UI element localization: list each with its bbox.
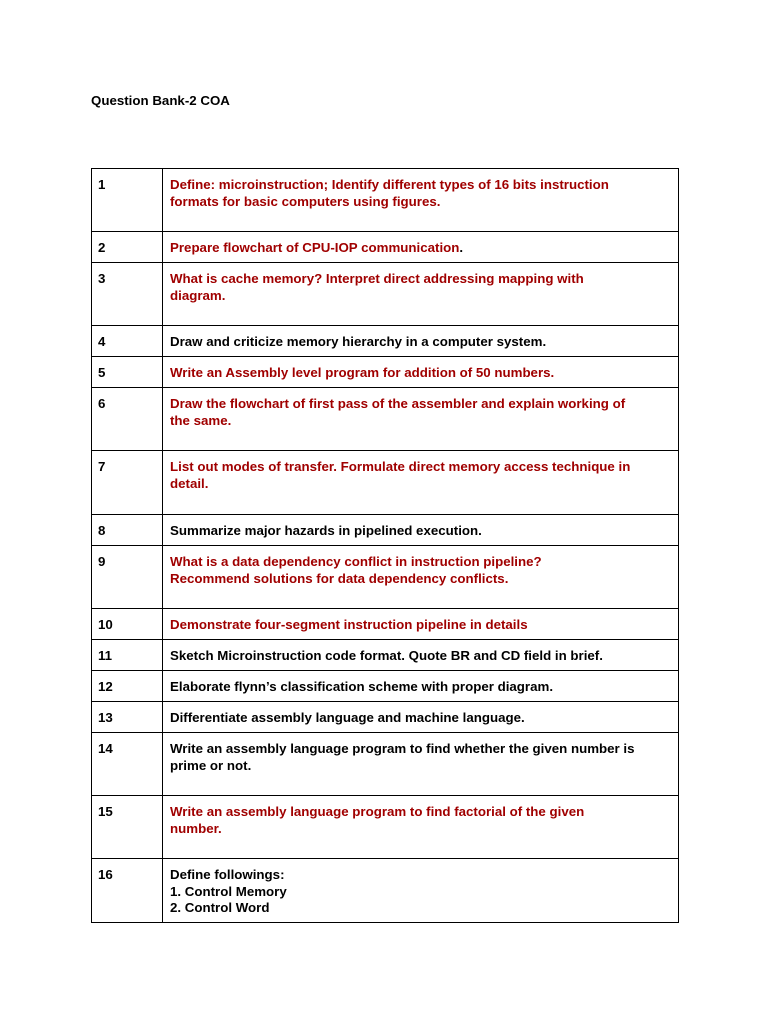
document-title: Question Bank-2 COA (91, 93, 230, 108)
question-number: 6 (92, 388, 163, 451)
question-text: Write an Assembly level program for addition of 50 numbers. (163, 357, 679, 388)
question-table (91, 168, 679, 923)
question-number: 4 (92, 326, 163, 357)
question-number: 12 (92, 671, 163, 702)
question-text: Demonstrate four-segment instruction pipeline in details (163, 609, 679, 640)
table-row (92, 859, 679, 923)
question-text-main: Prepare flowchart of CPU-IOP communication (170, 240, 460, 255)
question-number: 2 (92, 232, 163, 263)
question-number: 3 (92, 263, 163, 326)
question-number: 9 (92, 546, 163, 609)
question-text: Draw the flowchart of first pass of the assembler and explain working of the same. (163, 388, 679, 451)
question-number: 14 (92, 733, 163, 796)
question-text: Write an assembly language program to find factorial of the given number. (163, 796, 679, 859)
table-row (92, 609, 679, 640)
question-text (163, 859, 679, 923)
question-text: Summarize major hazards in pipelined execution. (163, 515, 679, 546)
table-row (92, 702, 679, 733)
question-text: Write an assembly language program to find whether the given number is prime or not. (163, 733, 679, 796)
table-row (92, 326, 679, 357)
question-text-line: 2. Control Word (170, 900, 270, 915)
question-number: 11 (92, 640, 163, 671)
question-number: 10 (92, 609, 163, 640)
question-text: Draw and criticize memory hierarchy in a computer system. (163, 326, 679, 357)
question-text (163, 232, 679, 263)
table-row (92, 169, 679, 232)
question-text-line: Define followings: (170, 867, 285, 882)
table-row (92, 357, 679, 388)
table-row (92, 733, 679, 796)
table-row (92, 515, 679, 546)
question-text: What is cache memory? Interpret direct addressing mapping with diagram. (163, 263, 679, 326)
question-text-line: 1. Control Memory (170, 883, 287, 899)
question-number: 1 (92, 169, 163, 232)
question-number: 7 (92, 451, 163, 515)
table-row (92, 796, 679, 859)
table-row (92, 640, 679, 671)
question-text: Define: microinstruction; Identify different types of 16 bits instruction formats for basic computers using figures. (163, 169, 679, 232)
question-text-suffix: . (459, 240, 464, 255)
table-row (92, 451, 679, 515)
table-row (92, 232, 679, 263)
question-number: 5 (92, 357, 163, 388)
question-number: 13 (92, 702, 163, 733)
question-text: Differentiate assembly language and machine language. (163, 702, 679, 733)
question-text-line: What is a data dependency conflict in instruction pipeline? (170, 554, 542, 569)
table-row (92, 263, 679, 326)
question-text: List out modes of transfer. Formulate direct memory access technique in detail. (163, 451, 679, 515)
table-row (92, 546, 679, 609)
question-text-line: Recommend solutions for data dependency conflicts. (170, 570, 509, 586)
question-text: Sketch Microinstruction code format. Quote BR and CD field in brief. (163, 640, 679, 671)
question-number: 8 (92, 515, 163, 546)
table-row (92, 671, 679, 702)
question-number: 16 (92, 859, 163, 923)
table-row (92, 388, 679, 451)
question-number: 15 (92, 796, 163, 859)
question-text: Elaborate flynn’s classification scheme with proper diagram. (163, 671, 679, 702)
question-text (163, 546, 679, 609)
